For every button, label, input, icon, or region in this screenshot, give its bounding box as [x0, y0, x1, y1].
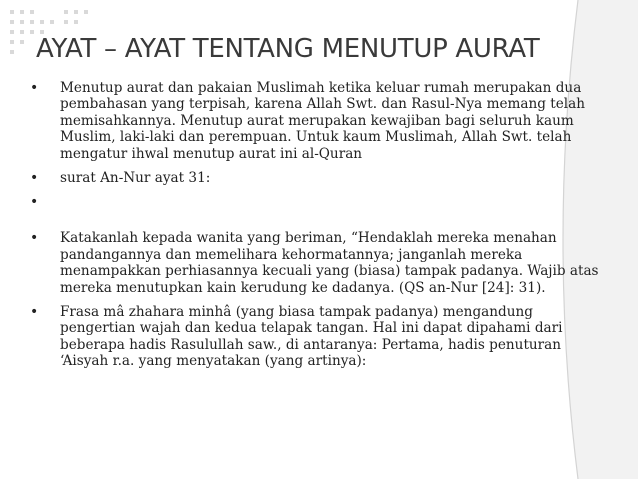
bullet-item-empty — [30, 194, 605, 210]
bullet-list — [30, 80, 605, 378]
bullet-marker: • — [30, 230, 39, 247]
bullet-marker: • — [30, 194, 39, 211]
bullet-item — [30, 230, 605, 296]
bullet-marker: • — [30, 304, 39, 321]
bullet-text: Katakanlah kepada wanita yang beriman, “Hendaklah mereka menahan pandangannya dan memelihara kehormatannya; janganlah mereka menampakkan perhiasannya kecuali yang (biasa) tampak padanya. Wajib atas mereka menutupkan kain kerudung ke dadanya. (QS an-Nur [24]: 31). — [60, 230, 599, 296]
bullet-item — [30, 304, 605, 370]
bullet-marker: • — [30, 170, 39, 187]
bullet-item — [30, 80, 605, 162]
slide-title: AYAT – AYAT TENTANG MENUTUP AURAT — [36, 34, 540, 64]
bullet-text: Menutup aurat dan pakaian Muslimah ketika keluar rumah merupakan dua pembahasan yang terpisah, karena Allah Swt. dan Rasul-Nya memang telah memisahkannya. Menutup aurat merupakan kewajiban bagi seluruh kaum Muslim, laki-laki dan perempuan. Untuk kaum Muslimah, Allah Swt. telah mengatur ihwal menutup aurat ini al-Quran — [60, 80, 585, 162]
bullet-item — [30, 170, 605, 186]
bullet-marker: • — [30, 80, 39, 96]
bullet-text: Frasa mâ zhahara minhâ (yang biasa tampak padanya) mengandung pengertian wajah dan kedua telapak tangan. Hal ini dapat dipahami dari beberapa hadis Rasulullah saw., di antaranya: Pertama, hadis penuturan ‘Aisyah r.a. yang menyatakan (yang artinya): — [60, 304, 563, 370]
bullet-text: surat An-Nur ayat 31: — [60, 170, 211, 187]
